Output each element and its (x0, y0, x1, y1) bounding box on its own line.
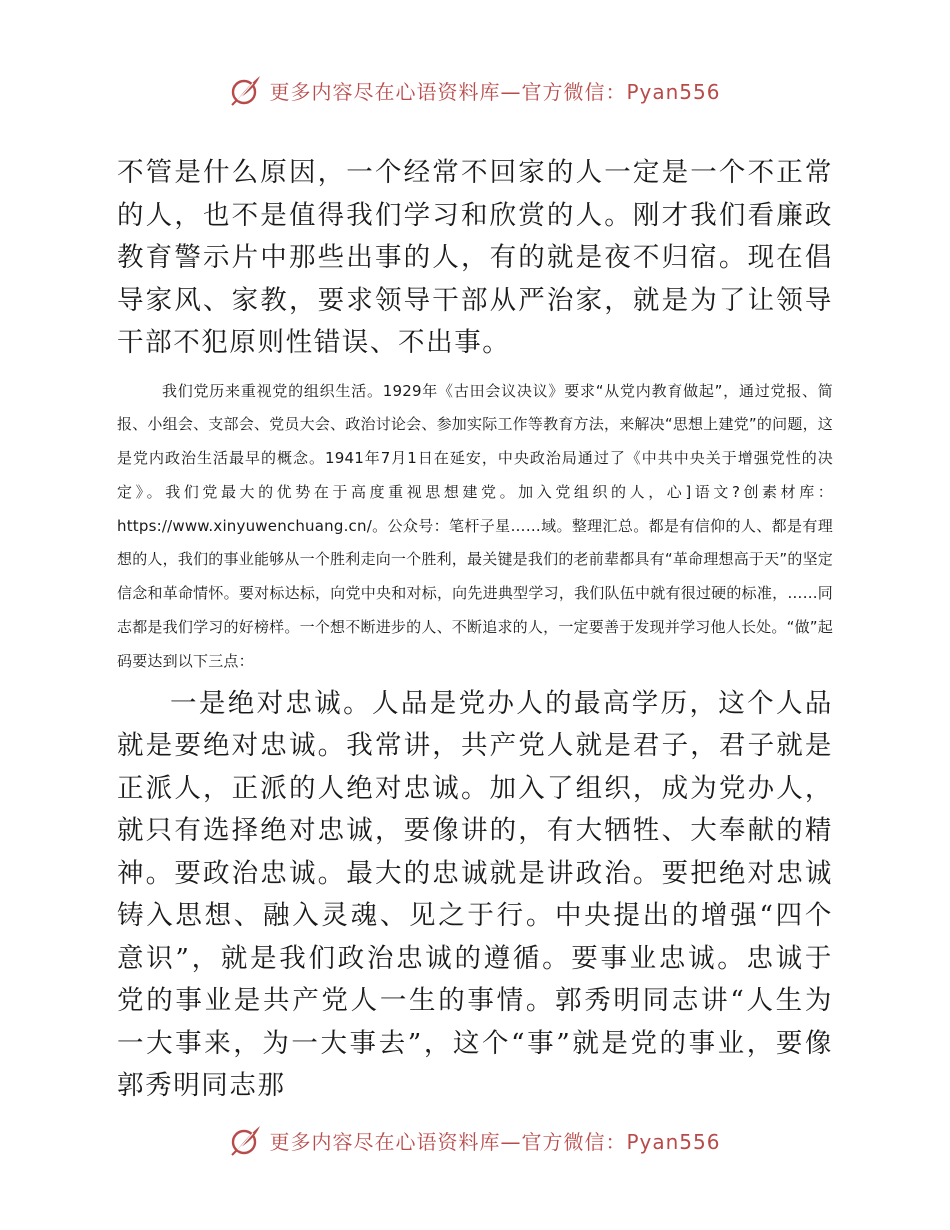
header-banner (0, 70, 950, 110)
document-body (117, 152, 833, 1108)
paragraph-2: 我们党历来重视党的组织生活。1929年《古田会议决议》要求“从党内教育做起”，通过党报、简报、小组会、支部会、党员大会、政治讨论会、参加实际工作等教育方法，来解决“思想上建党”的问题，这是党内政治生活最早的概念。1941年7月1日在延安，中央政治局通过了《中共中央关于增强党性的决定》。我们党最大的优势在于高度重视思想建党。加入党组织的人，心]语文?创素材库：https://www.xinyuwenchuang.cn/。公众号：笔杆子星……域。整理汇总。都是有信仰的人、都是有理想的人，我们的事业能够从一个胜利走向一个胜利，最关键是我们的老前辈都具有“革命理想高于天”的坚定信念和革命情怀。要对标达标，向党中央和对标，向先进典型学习，我们队伍中就有很过硬的标准，……同志都是我们学习的好榜样。一个想不断进步的人、不断追求的人，一定要善于发现并学习他人长处。“做”起码要达到以下三点： (117, 381, 833, 670)
paragraph-3: 一是绝对忠诚。人品是党办人的最高学历，这个人品就是要绝对忠诚。我常讲，共产党人就是君子，君子就是正派人，正派的人绝对忠诚。加入了组织，成为党办人，就只有选择绝对忠诚，要像讲的，有大牺牲、大奉献的精神。要政治忠诚。最大的忠诚就是讲政治。要把绝对忠诚铸入思想、融入灵魂、见之于行。中央提出的增强“四个意识”，就是我们政治忠诚的遵循。要事业忠诚。忠诚于党的事业是共产党人一生的事情。郭秀明同志讲“人生为一大事来，为一大事去”，这个“事”就是党的事业，要像郭秀明同志那 (117, 687, 833, 1102)
paragraph-1: 不管是什么原因，一个经常不回家的人一定是一个不正常的人，也不是值得我们学习和欣赏的人。刚才我们看廉政教育警示片中那些出事的人，有的就是夜不归宿。现在倡导家风、家教，要求领导干部从严治家，就是为了让领导干部不犯原则性错误、不出事。 (117, 157, 833, 358)
footer-banner-text: 更多内容尽在心语资料库—官方微信：Pyan556 (269, 1129, 721, 1154)
header-banner-text: 更多内容尽在心语资料库—官方微信：Pyan556 (269, 79, 721, 104)
footer-banner (0, 1120, 950, 1160)
quill-logo-icon (229, 73, 263, 107)
quill-logo-icon (229, 1123, 263, 1157)
